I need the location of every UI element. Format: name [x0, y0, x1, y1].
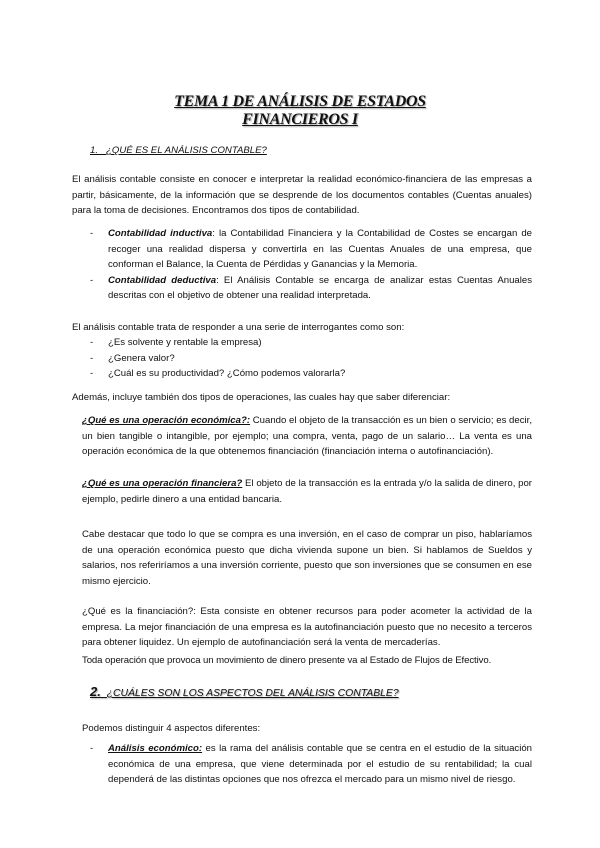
- list-item: - ¿Es solvente y rentable la empresa): [90, 337, 262, 348]
- section1-number: 1.: [90, 145, 99, 156]
- bullet-dash: -: [90, 743, 94, 754]
- inversion-paragraph: Cabe destacar que todo lo que se compra es una inversión, en el caso de comprar un piso, hablaríamos de una operación económica puesto que dicha vivienda supone un bien. Si hablamos de Sueldos y salarios, nos referiríamos a una inversión corriente, puesto que son inversiones que se consumen en ese mismo ejercicio.: [82, 529, 532, 587]
- list-item: - ¿Cuál es su productividad? ¿Cómo podemos valorarla?: [90, 368, 346, 380]
- list-item: [90, 273, 532, 304]
- operacion-economica-text: Cuando el objeto de la transacción es un bien o servicio; es decir, un bien tangible o intangible, por ejemplo; una compra, venta, pago de un salario… La venta es una operación económica de la que obtenemos financiación (financiación interna o autofinanciación).: [82, 415, 532, 458]
- type-term: Contabilidad inductiva: [108, 228, 213, 239]
- section2-intro: Podemos distinguir 4 aspectos diferentes:: [82, 723, 261, 734]
- questions-list: [90, 335, 532, 382]
- document-title: [0, 93, 600, 129]
- aspect-term: Análisis económico:: [108, 743, 203, 754]
- aspect-text: es la rama del análisis contable que se centra en el estudio de la situación económica de una empresa, que viene determinada por el estudio de su rentabilidad; la cual dependerá de las distintas opciones que nos ofrezca el mercado para un mismo nivel de riesgo.: [108, 743, 533, 786]
- operacion-financiera: [82, 476, 532, 507]
- operacion-economica-term: ¿Qué es una operación económica?:: [82, 415, 251, 426]
- section2-number: 2.: [90, 684, 101, 699]
- section1-title: ¿QUÉ ES EL ANÁLISIS CONTABLE?: [106, 145, 267, 156]
- type-text: : la Contabilidad Financiera y la Contabilidad de Costes se encargan de recoger una realidad dispersa y convertirla en las Cuentas Anuales de una empresa, que conforman el Balance, la Cuenta de Pérdidas y Ganancias y la Memoria.: [108, 228, 532, 271]
- list-item: [90, 741, 532, 788]
- list-item: - ¿Genera valor?: [90, 352, 175, 364]
- list-item: [90, 226, 532, 273]
- flujos-paragraph: Toda operación que provoca un movimiento de dinero presente va al Estado de Flujos de Efectivo.: [82, 655, 492, 666]
- bullet-dash: -: [90, 228, 94, 239]
- type-term: Contabilidad deductiva: [108, 274, 217, 286]
- section2-heading: [90, 684, 399, 699]
- questions-intro: El análisis contable trata de responder a una serie de interrogantes como son:: [72, 322, 405, 333]
- operacion-economica: [82, 413, 532, 460]
- operacion-financiera-term: ¿Qué es una operación financiera?: [82, 478, 243, 489]
- section2-title: ¿CUÁLES SON LOS ASPECTOS DEL ANÁLISIS CONTABLE?: [106, 688, 399, 699]
- operacion-financiera-text: El objeto de la transacción es la entrada y/o la salida de dinero, por ejemplo, pedirle dinero a una entidad bancaria.: [82, 478, 532, 505]
- bullet-dash: -: [90, 274, 94, 286]
- document-title-line1: TEMA 1 DE ANÁLISIS DE ESTADOS: [174, 93, 426, 110]
- financiacion-paragraph: ¿Qué es la financiación?: Esta consiste en obtener recursos para poder acometer la actividad de la empresa. La mejor financiación de una empresa es la autofinanciación puesto que no necesito a terceros para obtener liquidez. Un ejemplo de autofinanciación será la venta de mercaderías.: [82, 606, 532, 649]
- operations-intro: Además, incluye también dos tipos de operaciones, las cuales hay que saber diferenciar:: [72, 392, 451, 403]
- aspects-list: [90, 741, 532, 788]
- section1-intro: El análisis contable consiste en conocer e interpretar la realidad económico-financiera de las empresas a partir, básicamente, de la información que se desprende de los documentos contables (Cuentas anuales) para la toma de decisiones. Encontramos dos tipos de contabilidad.: [72, 174, 532, 217]
- type-text: : El Análisis Contable se encarga de analizar estas Cuentas Anuales descritas con el objetivo de obtener una realidad interpretada.: [108, 274, 533, 302]
- section1-heading: [90, 145, 267, 156]
- document-title-line2: FINANCIEROS I: [242, 111, 358, 128]
- contabilidad-types-list: [90, 226, 532, 304]
